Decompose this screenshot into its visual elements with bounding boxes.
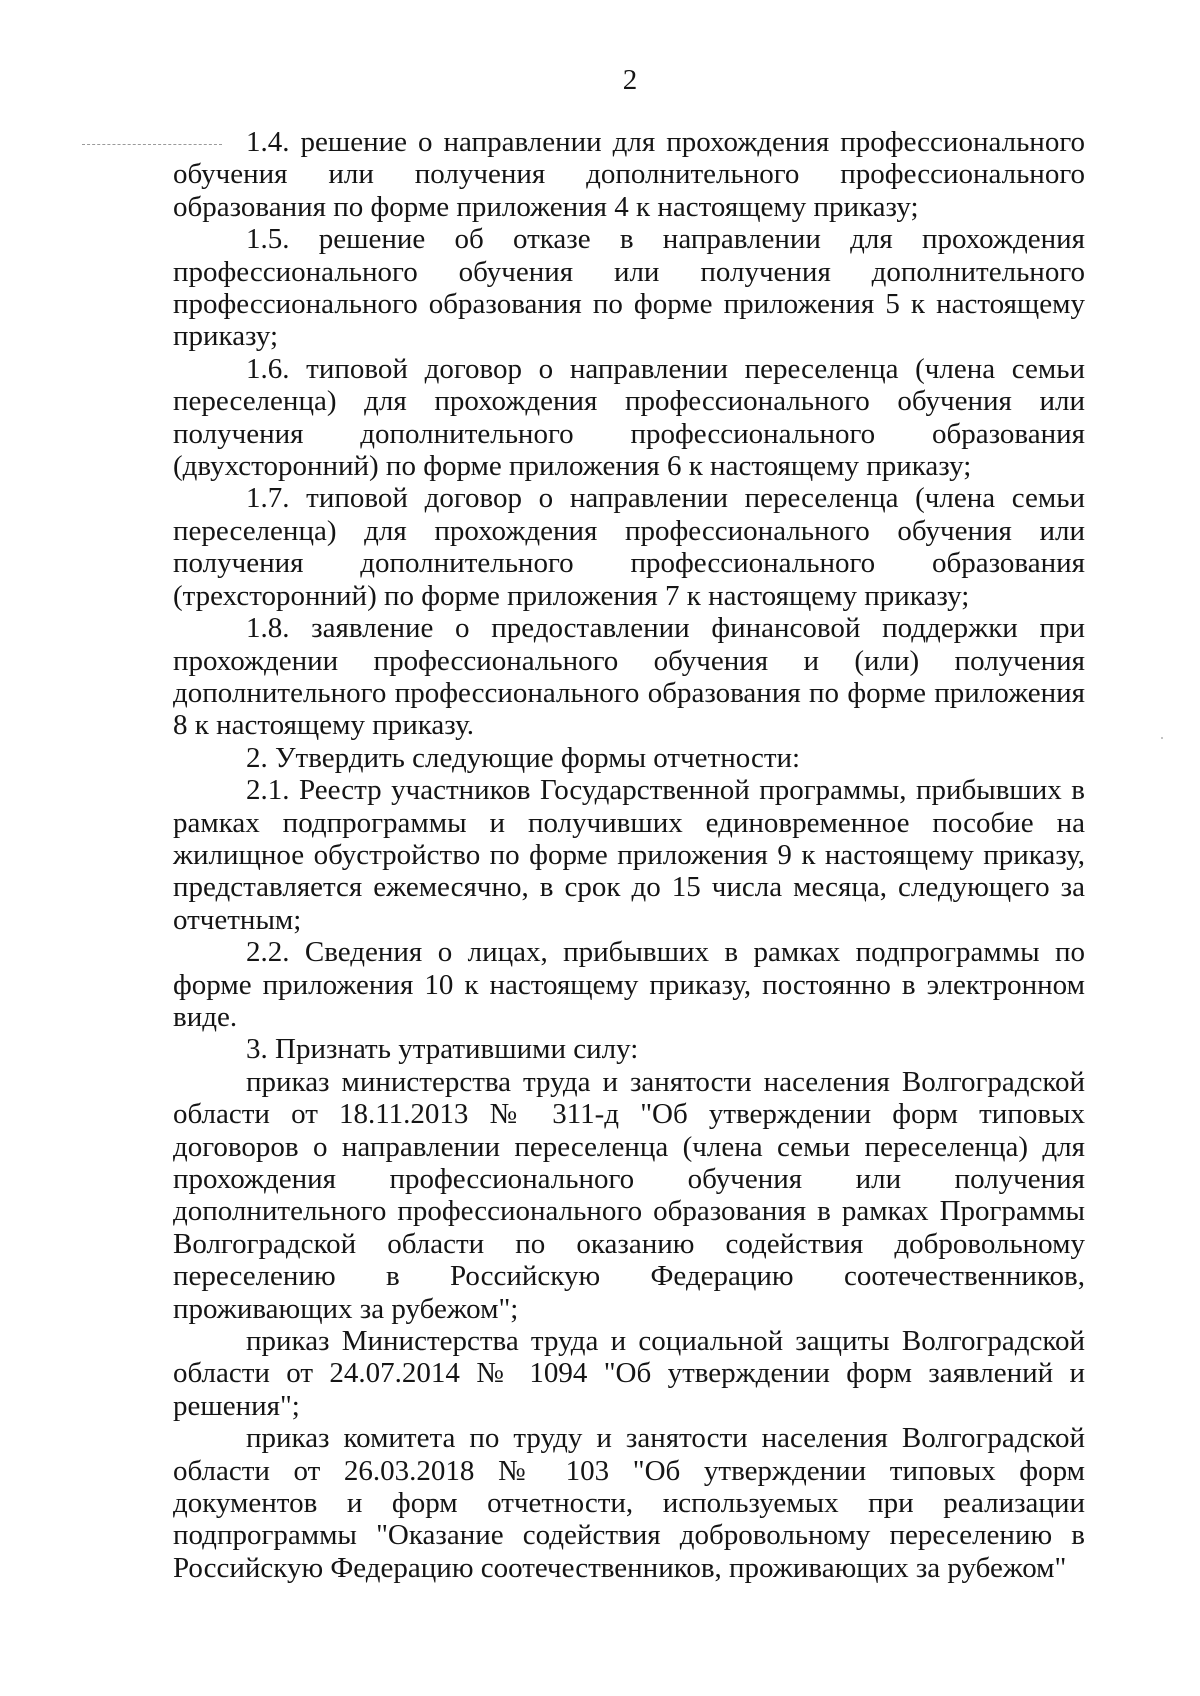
scan-artifact-dot bbox=[1161, 737, 1163, 739]
paragraph-1-4: 1.4. решение о направлении для прохождения профессионального обучения или получения дополнительного профессионального образования по форме приложения 4 к настоящему приказу; bbox=[173, 126, 1085, 223]
paragraph-2-1: 2.1. Реестр участников Государственной программы, прибывших в рамках подпрограммы и получивших единовременное пособие на жилищное обустройство по форме приложения 9 к настоящему приказу, представляется ежемесячно, в срок до 15 числа месяца, следующего за отчетным; bbox=[173, 774, 1085, 936]
paragraph-1-5: 1.5. решение об отказе в направлении для прохождения профессионального обучения или получения дополнительного профессионального образования по форме приложения 5 к настоящему приказу; bbox=[173, 223, 1085, 353]
page-number: 2 bbox=[622, 64, 638, 96]
paragraph-repealed-order-1094: приказ Министерства труда и социальной защиты Волгоградской области от 24.07.2014 № 1094 "Об утверждении форм заявлений и решения"; bbox=[173, 1325, 1085, 1422]
paragraph-1-6: 1.6. типовой договор о направлении переселенца (члена семьи переселенца) для прохождения профессионального обучения или получения дополнительного профессионального образования (двухсторонний) по форме приложения 6 к настоящему приказу; bbox=[173, 352, 1085, 483]
document-body bbox=[173, 126, 1085, 1584]
paragraph-1-7: 1.7. типовой договор о направлении переселенца (члена семьи переселенца) для прохождения профессионального обучения или получения дополнительного профессионального образования (трехсторонний) по форме приложения 7 к настоящему приказу; bbox=[173, 482, 1085, 612]
paragraph-2-2: 2.2. Сведения о лицах, прибывших в рамках подпрограммы по форме приложения 10 к настоящему приказу, постоянно в электронном виде. bbox=[173, 936, 1085, 1033]
paragraph-3: 3. Признать утратившими силу: bbox=[246, 1033, 639, 1066]
paragraph-repealed-order-103: приказ комитета по труду и занятости населения Волгоградской области от 26.03.2018 № 103 "Об утверждении типовых форм документов и форм отчетности, используемых при реализации подпрограммы "Оказание содействия добровольному переселению в Российскую Федерацию соотечественников, проживающих за рубежом" bbox=[173, 1422, 1085, 1584]
paragraph-repealed-order-311: приказ министерства труда и занятости населения Волгоградской области от 18.11.2013 № 311-д "Об утверждении форм типовых договоров о направлении переселенца (члена семьи переселенца) для прохождения профессионального обучения или получения дополнительного профессионального образования в рамках Программы Волгоградской области по оказанию содействия добровольному переселению в Российскую Федерацию соотечественников, проживающих за рубежом"; bbox=[173, 1065, 1085, 1325]
paragraph-2: 2. Утвердить следующие формы отчетности: bbox=[246, 741, 801, 774]
paragraph-1-8: 1.8. заявление о предоставлении финансовой поддержки при прохождении профессионального обучения и (или) получения дополнительного профессионального образования по форме приложения 8 к настоящему приказу. bbox=[173, 612, 1085, 742]
